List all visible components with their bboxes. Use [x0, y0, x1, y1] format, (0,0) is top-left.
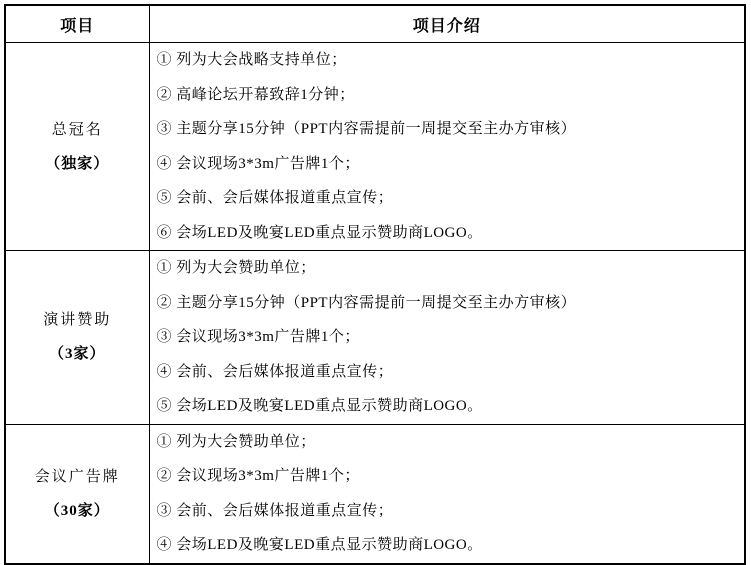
benefit-item: ③ 主题分享15分钟（PPT内容需提前一周提交至主办方审核） [156, 121, 577, 137]
project-name: 演讲赞助 [43, 312, 112, 329]
benefit-item: ④ 会场LED及晚宴LED重点显示赞助商LOGO。 [156, 537, 483, 554]
header-cell-description: 项目介绍 [149, 5, 745, 43]
project-quota: （独家） [45, 155, 110, 172]
benefit-item: ⑥ 会场LED及晚宴LED重点显示赞助商LOGO。 [156, 224, 483, 241]
table-row-general-title [5, 43, 745, 251]
header-row [5, 5, 745, 43]
benefit-item: ⑤ 会前、会后媒体报道重点宣传； [156, 190, 394, 206]
benefit-item: ② 主题分享15分钟（PPT内容需提前一周提交至主办方审核） [156, 294, 577, 311]
project-name: 会议广告牌 [34, 468, 120, 485]
project-name-cell [5, 251, 149, 425]
benefit-item: ① 列为大会战略支持单位； [156, 52, 347, 68]
benefit-item: ⑤ 会场LED及晚宴LED重点显示赞助商LOGO。 [156, 398, 483, 414]
project-quota: （30家） [44, 502, 110, 519]
sponsorship-table [4, 4, 746, 565]
project-name-cell [5, 43, 149, 251]
benefit-item: ② 会议现场3*3m广告牌1个； [156, 468, 360, 485]
project-name: 总冠名 [51, 121, 103, 138]
project-name-cell [5, 424, 149, 564]
benefit-item: ① 列为大会赞助单位； [156, 260, 316, 276]
project-description-cell [149, 43, 745, 251]
project-description-cell [149, 424, 745, 564]
benefit-item: ③ 会前、会后媒体报道重点宣传； [156, 502, 394, 519]
project-quota: （3家） [48, 346, 106, 363]
benefit-item: ② 高峰论坛开幕致辞1分钟； [156, 86, 355, 103]
benefit-item: ① 列为大会赞助单位； [156, 433, 316, 450]
table-row-billboard [5, 424, 745, 564]
header-cell-project: 项目 [5, 5, 149, 43]
benefit-item: ④ 会议现场3*3m广告牌1个； [156, 155, 360, 172]
benefit-item: ③ 会议现场3*3m广告牌1个； [156, 329, 360, 345]
benefit-item: ④ 会前、会后媒体报道重点宣传； [156, 363, 394, 380]
table-row-speech-sponsor [5, 251, 745, 425]
project-description-cell [149, 251, 745, 425]
